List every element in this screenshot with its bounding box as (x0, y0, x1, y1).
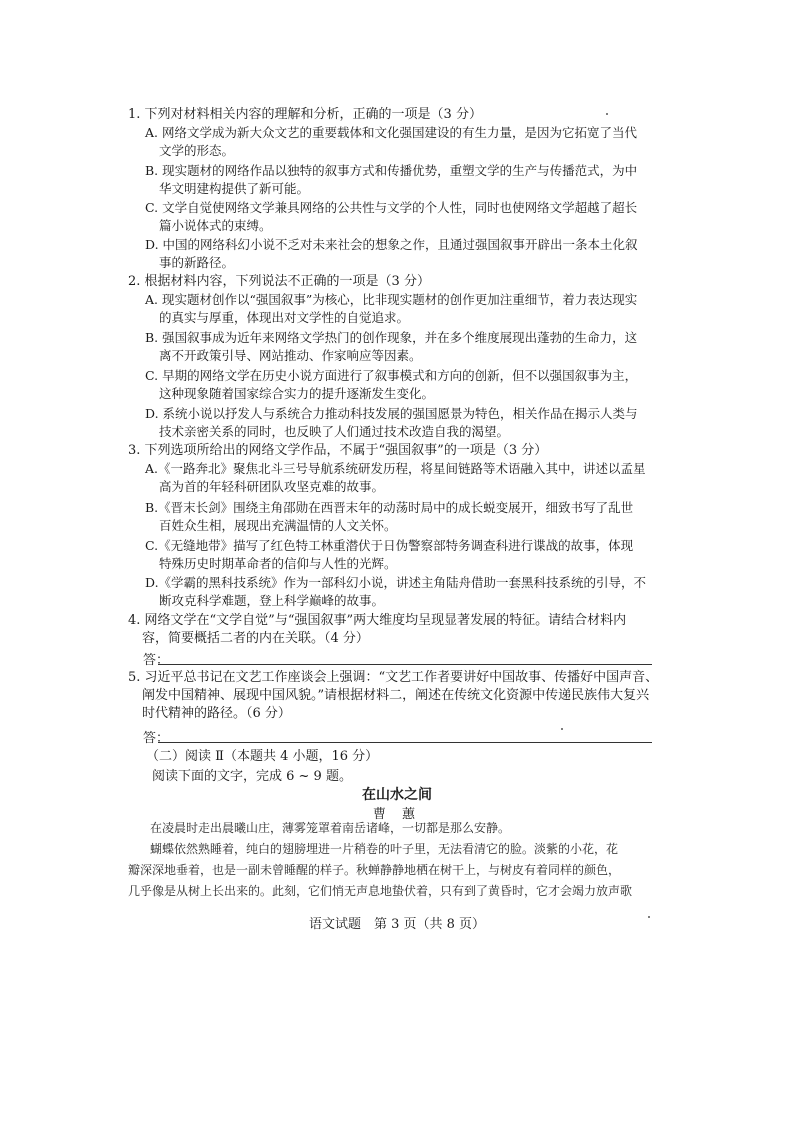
question-1-option-b: B. 现实题材的网络作品以独特的叙事方式和传播优势，重塑文学的生产与传播范式，为中 华文明建构提供了新可能。 (145, 163, 638, 196)
article-author: 曹 蕙 (372, 807, 422, 822)
question-4-answer-line[interactable] (158, 650, 652, 665)
question-2-option-a: A. 现实题材创作以“强国叙事”为核心，比非现实题材的创作更加注重细节，着力表达现实 的真实与厚重，体现出对文学性的自觉追求。 (145, 292, 638, 325)
question-2-option-b: B. 强国叙事成为近年来网络文学热门的创作现象，并在多个维度展现出蓬勃的生命力，这 离不开政策引导、网站推动、作家响应等因素。 (145, 330, 638, 363)
article-title: 在山水之间 (362, 787, 432, 803)
question-3-stem: 3. 下列选项所给出的网络文学作品，不属于“强国叙事”的一项是（3 分） (128, 443, 548, 458)
question-3-option-a: A.《一路奔北》聚焦北斗三号导航系统研发历程，将星间链路等术语融入其中，讲述以孟星 高为首的年轻科研团队攻坚克难的故事。 (145, 461, 646, 494)
question-2-stem: 2. 根据材料内容，下列说法不正确的一项是（3 分） (128, 274, 430, 289)
question-4-answer-label: 答： (143, 653, 170, 668)
question-5-answer-label: 答： (143, 731, 170, 746)
question-5-answer-line[interactable] (158, 728, 652, 743)
section-instruction: 阅读下面的文字，完成 6 ~ 9 题。 (152, 769, 352, 784)
question-3-option-c: C.《无缝地带》描写了红色特工林重潜伏于日伪警察部特务调查科进行谍战的故事，体现 特殊历史时期革命者的信仰与人性的光辉。 (145, 538, 634, 571)
scan-speck (648, 916, 650, 918)
question-4-stem: 4. 网络文学在“文学自觉”与“强国叙事”两大维度均呈现显著发展的特征。请结合材料内 容，简要概括二者的内在关联。（4 分） (128, 613, 627, 646)
question-1-option-c: C. 文学自觉使网络文学兼具网络的公共性与文学的个人性，同时也使网络文学超越了超长 篇小说体式的束缚。 (145, 200, 638, 233)
question-5-stem: 5. 习近平总书记在文艺工作座谈会上强调：“文艺工作者要讲好中国故事、传播好中国声音、 阐发中国精神、展现中国风貌。”请根据材料二，阐述在传统文化资源中传递民族伟大复兴 时代精神的路径。（6 分） (128, 670, 659, 721)
question-1-option-d: D. 中国的网络科幻小说不乏对未来社会的想象之作，且通过强国叙事开辟出一条本土化叙 事的新路径。 (145, 237, 638, 270)
article-body: 在凌晨时走出晨曦山庄，薄雾笼罩着南岳诸峰，一切都是那么安静。 蝴蝶依然熟睡着，纯白的翅膀埋进一片稍卷的叶子里，无法看清它的脸。淡紫的小花，花 瓣深深地垂着，也是一副未曾睡醒的样子。秋蝉静静地栖在树干上，与树皮有着同样的颜色， 几乎像是从树上长出来的。此刻，它们悄无声息地蛰伏着，只有到了黄昏时，它才会竭力放声歌 (128, 821, 633, 898)
section-heading: （二）阅读 Ⅱ（本题共 4 小题，16 分） (146, 749, 379, 764)
scan-speck (561, 728, 563, 730)
question-3-option-b: B.《晋末长剑》围绕主角邵勋在西晋末年的动荡时局中的成长蜕变展开，细致书写了乱世 百姓众生相，展现出充满温情的人文关怀。 (145, 500, 634, 533)
page-footer: 语文试题 第 3 页（共 8 页） (308, 917, 486, 932)
question-1-option-a: A. 网络文学成为新大众文艺的重要载体和文化强国建设的有生力量，是因为它拓宽了当代 文学的形态。 (145, 125, 637, 158)
question-2-option-d: D. 系统小说以抒发人与系统合力推动科技发展的强国愿景为特色，相关作品在揭示人类与 技术亲密关系的同时，也反映了人们通过技术改造自我的渴望。 (145, 406, 638, 439)
scan-speck (606, 113, 608, 115)
question-2-option-c: C. 早期的网络文学在历史小说方面进行了叙事模式和方向的创新，但不以强国叙事为主， 这种现象随着国家综合实力的提升逐渐发生变化。 (145, 368, 638, 401)
question-3-option-d: D.《学霸的黑科技系统》作为一部科幻小说，讲述主角陆舟借助一套黑科技系统的引导，不 断攻克科学难题，登上科学巅峰的故事。 (145, 575, 647, 608)
question-1-stem: 1. 下列对材料相关内容的理解和分析，正确的一项是（3 分） (128, 107, 482, 122)
